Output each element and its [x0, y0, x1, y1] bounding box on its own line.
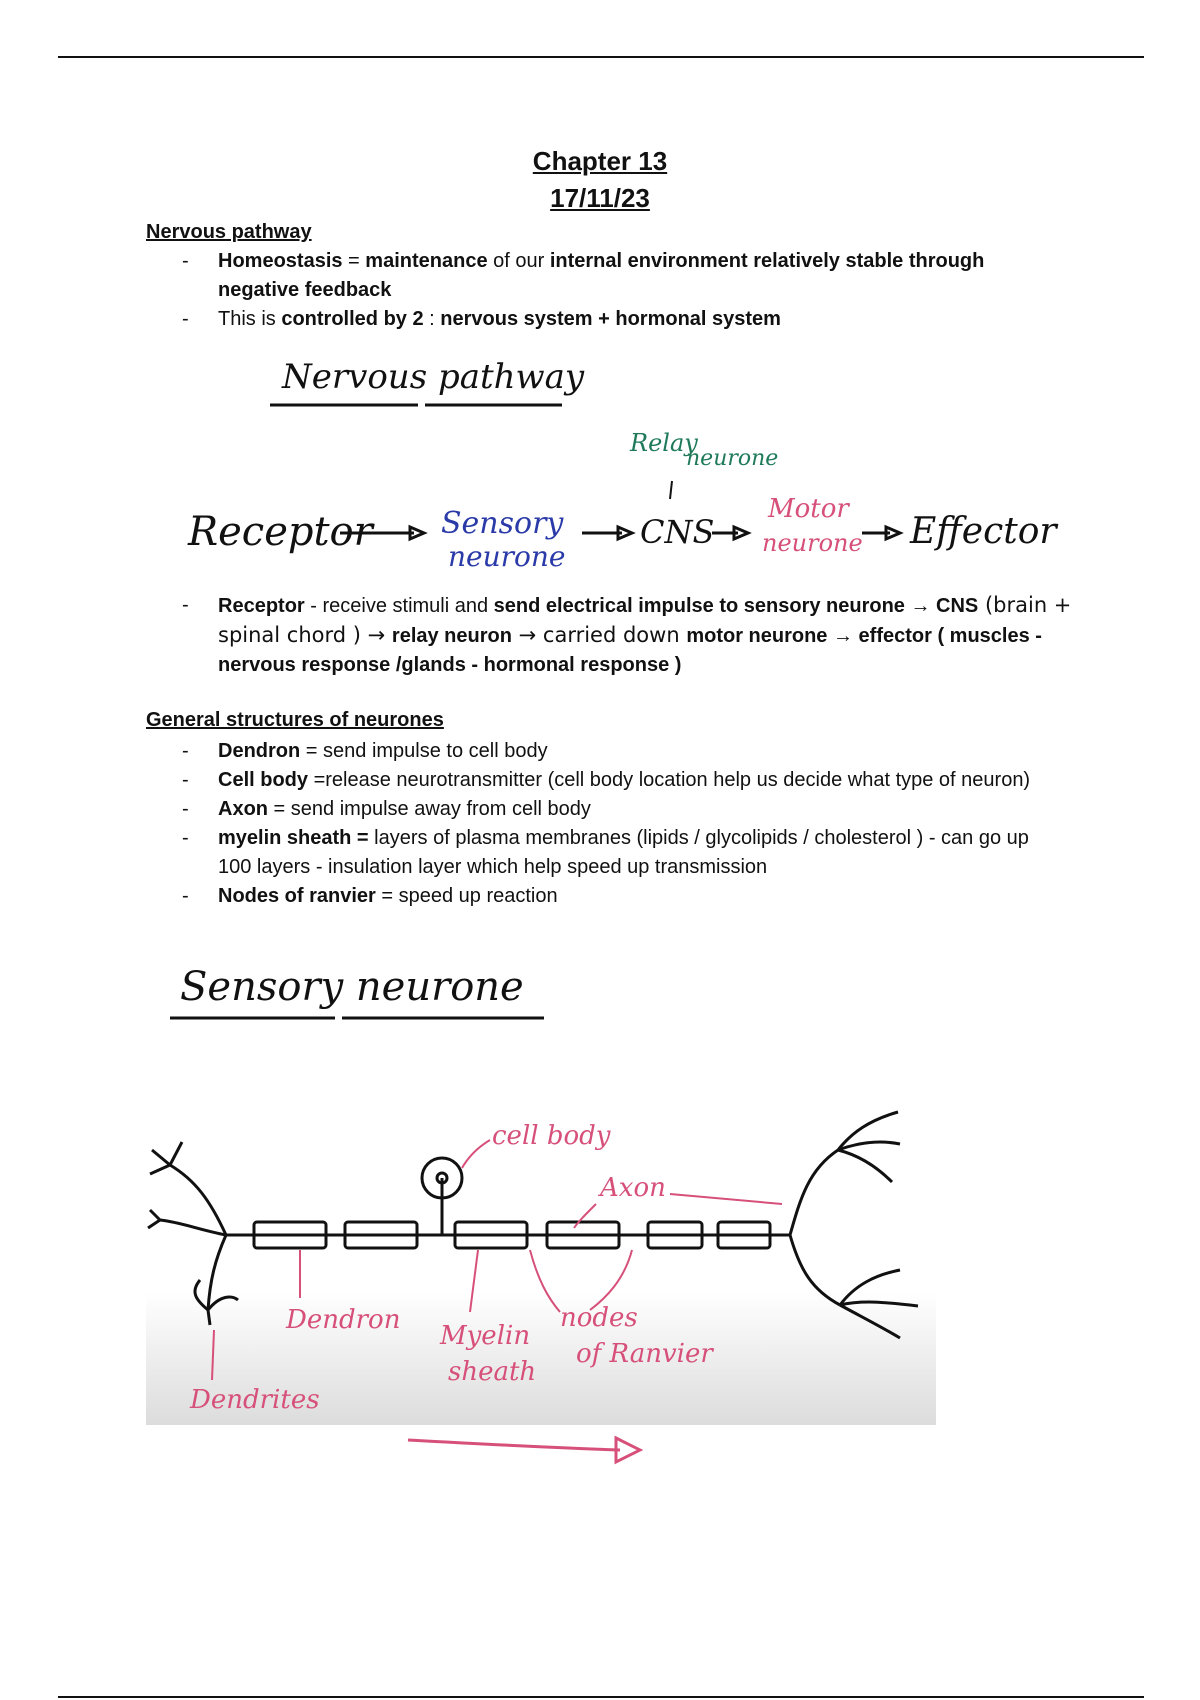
section1-bullet-1-part-3: nervous system + hormonal system	[440, 308, 781, 330]
sensory-sketch-title-text: Sensory neurone	[180, 964, 524, 1010]
date-title: 17/11/23	[550, 183, 650, 213]
cell-body-label: cell body	[492, 1121, 611, 1151]
nodes-label-1: nodes	[560, 1303, 638, 1333]
pathway-part-4: (brain + spinal chord ) →	[218, 593, 1072, 647]
pathway-bullet	[146, 591, 1076, 680]
motor-label-1: Motor	[768, 494, 849, 524]
section2-bullet-2-part-1: = send impulse away from cell body	[268, 798, 591, 820]
section2-list	[146, 737, 1066, 911]
pathway-bullet-list	[146, 591, 1076, 680]
pathway-sketch-title-text: Nervous pathway	[282, 357, 585, 397]
section2-bullet-3	[146, 824, 1066, 882]
section2-bullet-1-part-1: =release neurotransmitter (cell body location help us decide what type of neuron)	[308, 769, 1031, 791]
motor-label-2: neurone	[762, 529, 863, 557]
relay-tick	[670, 481, 672, 499]
section2-bullet-1	[146, 766, 1066, 795]
sensory-label-2: neurone	[448, 540, 566, 573]
top-rule	[58, 56, 1144, 58]
relay-label: Relay	[630, 429, 698, 457]
arrow-2	[582, 527, 632, 539]
pathway-part-0: Receptor	[218, 595, 305, 617]
section2-bullet-4-part-0: Nodes of ranvier	[218, 885, 376, 907]
section-heading-structures: General structures of neurones	[146, 709, 444, 731]
section1-bullet-0	[146, 247, 1046, 305]
sketch-background	[146, 1130, 936, 1425]
pathway-part-2: send electrical impulse to sensory neurone →	[493, 595, 931, 617]
section1-bullet-0-part-4: internal environment relatively stable through negative feedback	[218, 250, 985, 301]
nervous-pathway-sketch	[0, 355, 1200, 575]
sensory-sketch-title	[170, 964, 544, 1018]
section-heading-nervous-pathway: Nervous pathway	[146, 221, 312, 243]
arrow-3	[712, 527, 748, 539]
arrow-4	[862, 527, 900, 539]
dendron-label: Dendron	[286, 1305, 401, 1335]
effector-label: Effector	[910, 511, 1057, 552]
relay-neurone-label: neurone	[686, 446, 779, 471]
section2-bullet-2-part-0: Axon	[218, 798, 268, 820]
bottom-rule	[58, 1696, 1144, 1698]
section2-bullet-3-part-1: layers of plasma membranes (lipids / glycolipids / cholesterol ) - can go up 100 layers - insulation layer which help speed up transmission	[218, 827, 1029, 878]
section1-bullet-0-part-1: =	[342, 250, 366, 272]
section2-bullet-1-part-0: Cell body	[218, 769, 309, 791]
section2-bullet-4-part-1: = speed up reaction	[375, 885, 558, 907]
section2-bullet-0	[146, 737, 1066, 766]
section1-bullet-1-part-2: :	[423, 308, 441, 330]
section2-bullet-3-part-0: myelin sheath =	[218, 827, 369, 849]
pathway-part-3: CNS	[930, 595, 979, 617]
section1-bullet-0-part-0: Homeostasis	[218, 250, 343, 272]
section2-bullet-0-part-0: Dendron	[218, 740, 301, 762]
myelin-label-1: Myelin	[440, 1321, 531, 1351]
pathway-sketch-title	[270, 357, 585, 405]
pathway-part-1: - receive stimuli and	[304, 595, 494, 617]
section1-bullet-1-part-0: This is	[218, 308, 282, 330]
pathway-part-8: effector ( muscles - nervous response /glands - hormonal response )	[218, 625, 1042, 676]
section1-list	[146, 247, 1046, 334]
sensory-label-1: Sensory	[441, 506, 564, 541]
pathway-part-7: motor neurone →	[686, 625, 853, 647]
section2-bullet-0-part-1: = send impulse to cell body	[300, 740, 548, 762]
section2-bullet-2	[146, 795, 1066, 824]
nodes-label-2: of Ranvier	[576, 1339, 713, 1369]
sensory-neurone-sketch	[0, 960, 1200, 1480]
receptor-label: Receptor	[188, 509, 373, 555]
direction-arrow	[408, 1438, 640, 1462]
pathway-part-5: relay neuron	[391, 625, 512, 647]
section1-bullet-0-part-2: maintenance	[365, 250, 488, 272]
section2-bullet-4	[146, 882, 1066, 911]
pathway-part-6: → carried down	[511, 623, 687, 647]
section1-bullet-1-part-1: controlled by 2	[281, 308, 424, 330]
cns-label: CNS	[640, 513, 715, 551]
axon-label: Axon	[600, 1173, 666, 1203]
dendrites-label: Dendrites	[190, 1385, 320, 1415]
section1-bullet-0-part-3: of our	[487, 250, 550, 272]
section1-bullet-1	[146, 305, 1046, 334]
myelin-label-2: sheath	[448, 1357, 537, 1387]
chapter-title: Chapter 13	[532, 146, 668, 176]
